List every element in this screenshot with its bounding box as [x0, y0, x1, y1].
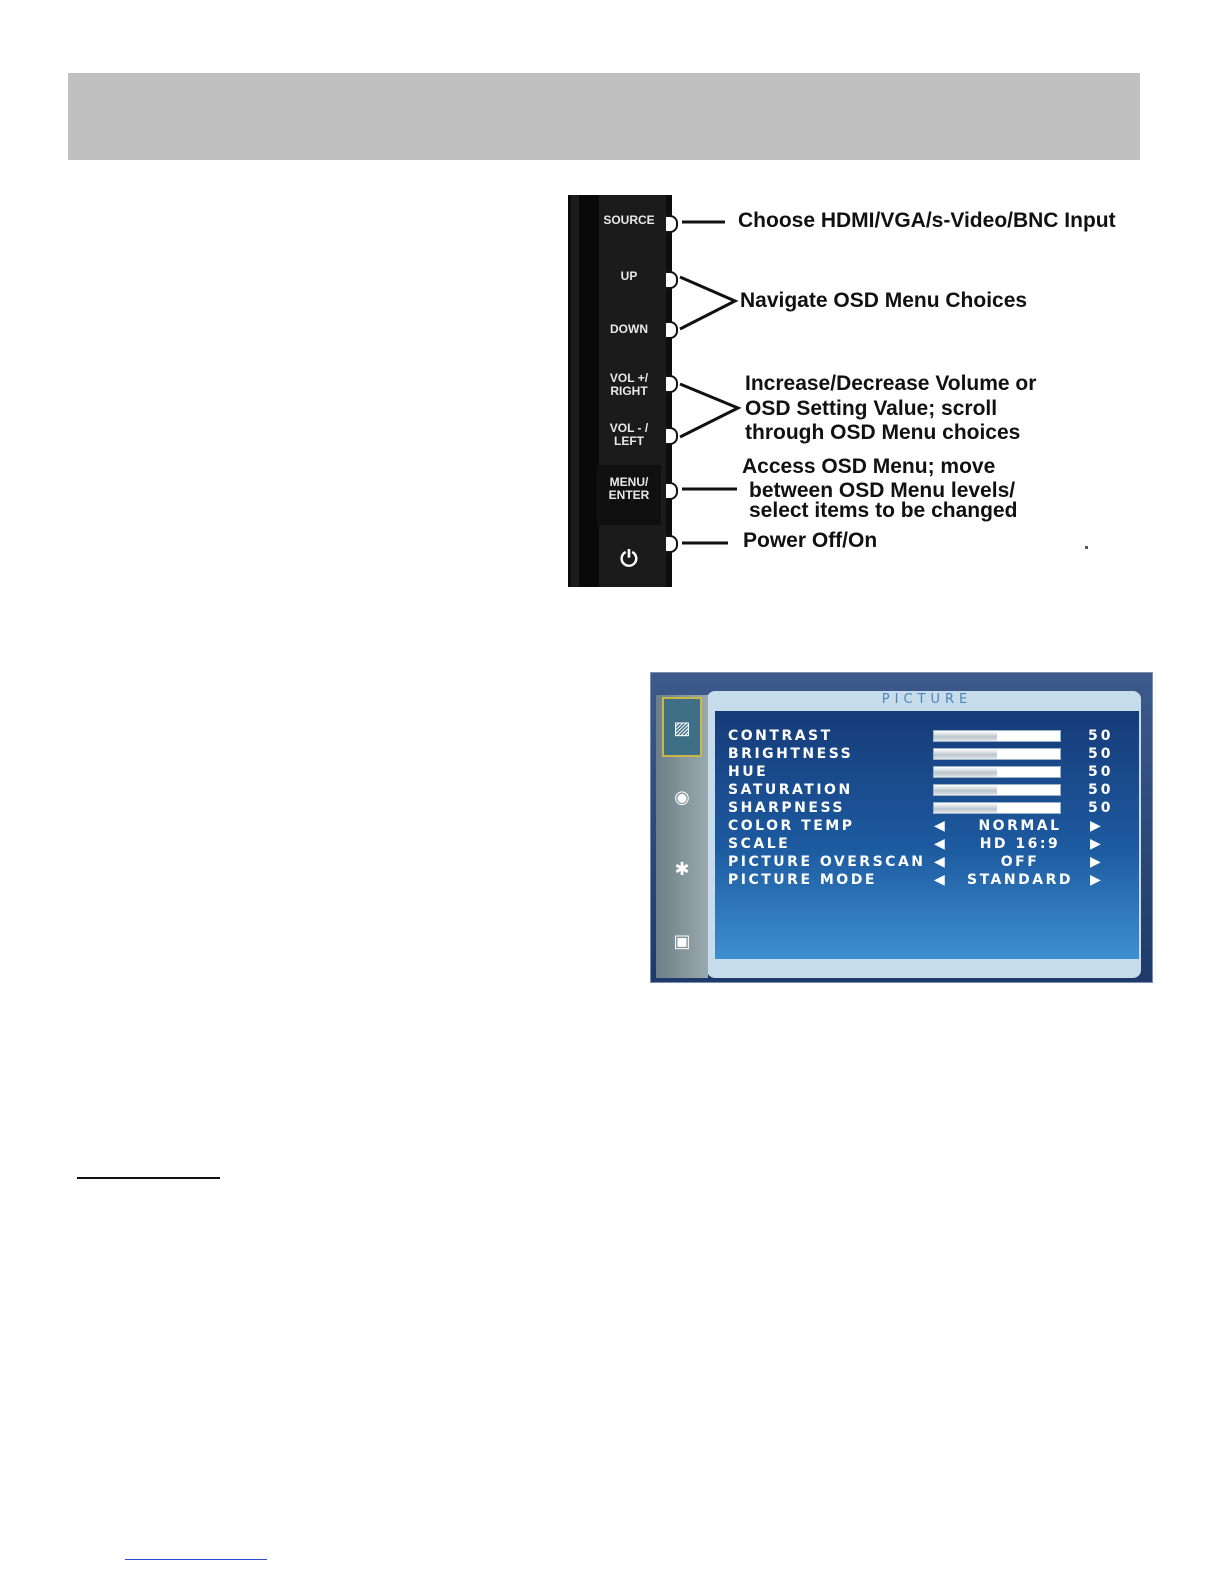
osd-slider[interactable] — [933, 730, 1061, 742]
osd-label: SHARPNESS — [728, 800, 845, 816]
osd-row-scale[interactable] — [728, 835, 1118, 853]
link-underline — [125, 1559, 267, 1560]
osd-value: 50 — [1088, 782, 1114, 798]
callout-volume-line3: through OSD Menu choices — [745, 421, 1021, 444]
osd-picture-menu — [650, 672, 1153, 983]
left-arrow-icon[interactable]: ◀ — [934, 872, 945, 888]
menu-enter-button[interactable]: MENU/ ENTER — [597, 465, 661, 525]
osd-slider-fill — [934, 785, 997, 795]
osd-row-saturation[interactable] — [728, 781, 1118, 799]
left-arrow-icon[interactable]: ◀ — [934, 854, 945, 870]
osd-row-contrast[interactable] — [728, 727, 1118, 745]
source-button[interactable]: SOURCE — [603, 213, 655, 227]
callout-navigate: Navigate OSD Menu Choices — [740, 289, 1028, 312]
osd-row-color-temp[interactable] — [728, 817, 1118, 835]
down-button[interactable]: DOWN — [610, 322, 648, 336]
osd-label: BRIGHTNESS — [728, 746, 854, 762]
power-icon: ⏻ — [620, 547, 638, 572]
callout-power: Power Off/On — [743, 529, 878, 552]
osd-row-brightness[interactable] — [728, 745, 1118, 763]
osd-label: HUE — [728, 764, 769, 780]
osd-row-sharpness[interactable] — [728, 799, 1118, 817]
osd-choice: NORMAL — [978, 818, 1062, 834]
osd-title: PICTURE — [881, 692, 973, 707]
sound-icon[interactable]: ◉ — [674, 787, 690, 808]
left-arrow-icon[interactable]: ◀ — [934, 818, 945, 834]
osd-row-picture-overscan[interactable] — [728, 853, 1118, 871]
callout-source: Choose HDMI/VGA/s-Video/BNC Input — [738, 209, 1116, 232]
osd-label: COLOR TEMP — [728, 818, 855, 834]
display-icon[interactable]: ▣ — [673, 931, 691, 952]
osd-value: 50 — [1088, 746, 1114, 762]
osd-label: CONTRAST — [728, 728, 833, 744]
osd-row-picture-mode[interactable] — [728, 871, 1118, 889]
osd-label: SATURATION — [728, 782, 853, 798]
osd-slider[interactable] — [933, 766, 1061, 778]
osd-slider[interactable] — [933, 784, 1061, 796]
vol-up-right-button[interactable]: VOL +/ RIGHT — [609, 371, 649, 398]
settings-icon[interactable]: ✱ — [674, 859, 690, 880]
osd-label: PICTURE OVERSCAN — [728, 854, 926, 870]
osd-slider[interactable] — [933, 748, 1061, 760]
callout-menu-line2: between OSD Menu levels/ — [749, 479, 1016, 502]
image-speck — [1085, 546, 1088, 549]
osd-value: 50 — [1088, 728, 1114, 744]
up-button[interactable]: UP — [620, 269, 638, 283]
callout-volume-line2: OSD Setting Value; scroll — [745, 397, 998, 420]
callout-menu-line1: Access OSD Menu; move — [742, 455, 996, 478]
osd-choice: HD 16:9 — [979, 836, 1061, 852]
vol-down-left-button[interactable]: VOL - / LEFT — [609, 421, 649, 448]
right-arrow-icon[interactable]: ▶ — [1090, 836, 1101, 852]
osd-slider-fill — [934, 731, 997, 741]
osd-row-hue[interactable] — [728, 763, 1118, 781]
osd-slider-fill — [934, 749, 997, 759]
osd-choice: OFF — [1000, 854, 1040, 870]
osd-slider[interactable] — [933, 802, 1061, 814]
callout-volume-line1: Increase/Decrease Volume or — [745, 372, 1037, 395]
callout-menu-line3: select items to be changed — [749, 499, 1018, 522]
osd-slider-fill — [934, 767, 997, 777]
osd-label: PICTURE MODE — [728, 872, 877, 888]
osd-slider-fill — [934, 803, 997, 813]
heading-underline — [77, 1177, 220, 1179]
callout-lines — [0, 0, 1224, 620]
osd-value: 50 — [1088, 764, 1114, 780]
right-arrow-icon[interactable]: ▶ — [1090, 818, 1101, 834]
right-arrow-icon[interactable]: ▶ — [1090, 854, 1101, 870]
osd-choice: STANDARD — [967, 872, 1073, 888]
osd-label: SCALE — [728, 836, 791, 852]
picture-icon[interactable]: ▨ — [662, 697, 702, 757]
left-arrow-icon[interactable]: ◀ — [934, 836, 945, 852]
osd-value: 50 — [1088, 800, 1114, 816]
right-arrow-icon[interactable]: ▶ — [1090, 872, 1101, 888]
osd-sidebar — [656, 695, 708, 978]
